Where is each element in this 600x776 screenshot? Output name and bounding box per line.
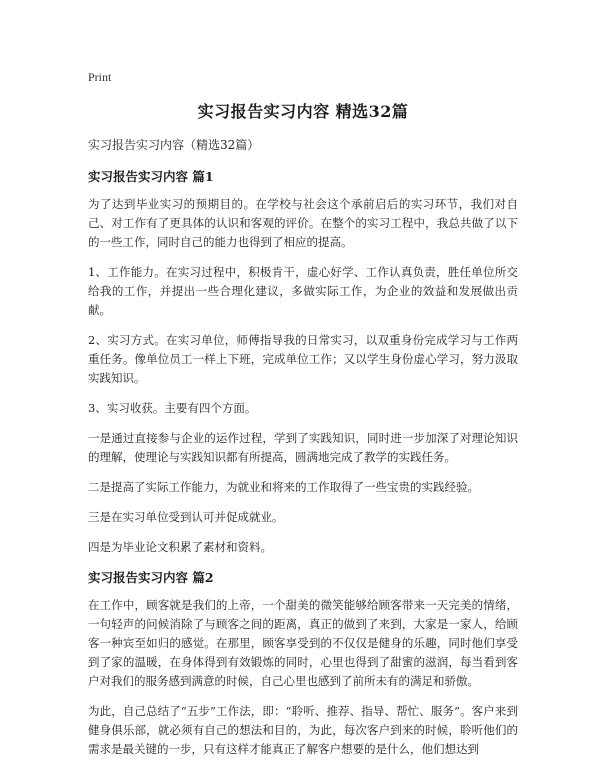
paragraph: 为此，自己总结了“五步”工作法，即：“聆听、推荐、指导、帮忙、服务”。客户来到健身俱乐部，就必须有自己的想法和目的，为此，每次客户到来的时候，聆听他们的需求是最关键的一步，只有这样才能真正了解客户想要的是什么，他们想达到	[88, 704, 518, 756]
paragraph: 3、实习收获。主要有四个方面。	[88, 401, 257, 415]
section-heading: 实习报告实习内容 篇2	[88, 570, 214, 585]
print-link[interactable]: Print	[88, 70, 112, 84]
section-heading: 实习报告实习内容 篇1	[88, 169, 214, 184]
document-page	[88, 70, 518, 770]
paragraph: 三是在实习单位受到认可并促成就业。	[88, 510, 284, 524]
paragraph: 一是通过直接参与企业的运作过程，学到了实践知识，同时进一步加深了对理论知识的理解，使理论与实践知识都有所提高，圆满地完成了教学的实践任务。	[88, 431, 518, 464]
document-subtitle: 实习报告实习内容（精选32篇）	[88, 138, 260, 152]
section-2	[88, 568, 518, 759]
paragraph: 为了达到毕业实习的预期目的。在学校与社会这个承前启后的实习环节，我们对自己、对工作有了更具体的认识和客观的评价。在整个的实习工程中，我总共做了以下的一些工作，同时自己的能力也得到了相应的提高。	[88, 197, 518, 249]
paragraph: 二是提高了实际工作能力，为就业和将来的工作取得了一些宝贵的实践经验。	[88, 480, 479, 494]
paragraph: 1、工作能力。在实习过程中，积极肯干，虚心好学、工作认真负责，胜任单位所交给我的工作，并提出一些合理化建议，多做实际工作，为企业的效益和发展做出贡献。	[88, 265, 518, 317]
paragraph: 在工作中，顾客就是我们的上帝，一个甜美的微笑能够给顾客带来一天完美的情绪，一句轻声的问候消除了与顾客之间的距离，真正的做到了来到，大家是一家人，给顾客一种宾至如归的感觉。在那里，顾客享受到的不仅仅是健身的乐趣，同时他们享受到了家的温暖，在身体得到有效锻炼的同时，心里也得到了甜蜜的滋润，每当看到客户对我们的服务感到满意的时候，自己心里也感到了前所未有的满足和骄傲。	[88, 598, 518, 688]
page-title: 实习报告实习内容 精选32篇	[197, 102, 409, 121]
paragraph: 四是为毕业论文积累了素材和资料。	[88, 540, 272, 554]
section-1	[88, 167, 518, 557]
paragraph: 2、实习方式。在实习单位，师傅指导我的日常实习，以双重身份完成学习与工作两重任务。像单位员工一样上下班，完成单位工作；又以学生身份虚心学习，努力汲取实践知识。	[88, 333, 518, 385]
